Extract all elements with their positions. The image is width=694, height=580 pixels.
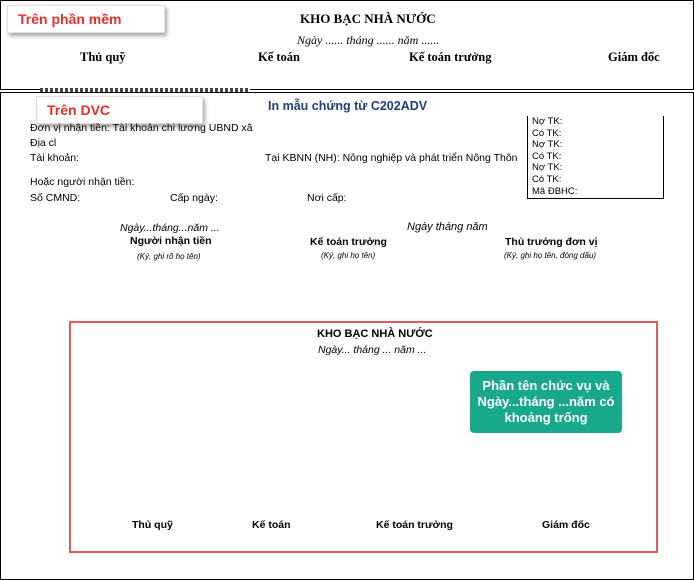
dvc-tag: Trên DVC — [36, 96, 203, 124]
debit-account-3: Nợ TK: — [532, 162, 563, 174]
signer-recipient: Người nhận tiền — [130, 235, 212, 247]
credit-account-3: Có TK: — [532, 173, 562, 185]
agency-title: KHO BẠC NHÀ NƯỚC — [300, 11, 436, 26]
id-number: Số CMND: — [30, 192, 81, 204]
treasury-date-line: Ngày... tháng ... năm ... — [318, 344, 427, 356]
account-label: Tài khoản: — [30, 152, 80, 164]
credit-account-2: Có TK: — [532, 150, 562, 162]
credit-account-1: Có TK: — [532, 127, 562, 139]
signer-director: Giám đốc — [608, 50, 660, 64]
treasury-signer-chief-accountant: Kế toán trưởng — [376, 519, 453, 531]
annotation-callout — [470, 371, 622, 433]
admin-code: Mã ĐBHC: — [532, 185, 578, 197]
signer-unit-head-note: (Ký, ghi họ tên, đóng dấu) — [504, 251, 597, 260]
bank-name: Tại KBNN (NH): Nông nghiệp và phát triển Nông Thôn — [265, 152, 518, 164]
signer-chief-accountant-dvc: Kế toán trưởng — [310, 236, 387, 248]
signer-unit-head: Thủ trưởng đơn vị — [505, 236, 598, 248]
date-left: Ngày...tháng...năm ... — [120, 222, 220, 234]
issue-place: Nơi cấp: — [307, 192, 347, 204]
signer-recipient-note: (Ký, ghi rõ họ tên) — [137, 252, 201, 261]
date-right: Ngày tháng năm — [407, 221, 488, 233]
treasury-signer-director: Giám đốc — [542, 519, 590, 531]
account-codes-box — [527, 116, 664, 199]
debit-account-2: Nợ TK: — [532, 139, 563, 151]
voucher-title: In mẫu chứng từ C202ADV — [268, 99, 428, 113]
treasury-signer-accountant: Kế toán — [252, 519, 291, 531]
or-payee: Hoặc người nhận tiền: — [30, 176, 135, 188]
clipped-text-strip — [40, 88, 250, 92]
signer-chief-accountant: Kế toán trưởng — [409, 50, 492, 64]
debit-account-1: Nợ TK: — [532, 116, 563, 127]
treasury-signer-treasurer: Thủ quỹ — [132, 519, 173, 531]
signer-chief-accountant-note: (Ký, ghi họ tên) — [321, 251, 376, 260]
annotation-text: Phần tên chức vụ và Ngày...tháng ...năm có khoảng trống — [477, 378, 615, 425]
signer-accountant: Kế toán — [258, 50, 301, 64]
address: Địa cl — [30, 137, 57, 149]
issue-date: Cấp ngày: — [170, 192, 218, 204]
payee-unit: Đơn vị nhận tiền: Tài khoản chi lương UBND xã — [30, 122, 253, 134]
signer-treasurer: Thủ quỹ — [80, 50, 126, 64]
treasury-agency: KHO BẠC NHÀ NƯỚC — [317, 328, 433, 340]
software-tag: Trên phần mềm — [7, 5, 165, 33]
date-line: Ngày ...... tháng ...... năm ...... — [297, 33, 440, 47]
